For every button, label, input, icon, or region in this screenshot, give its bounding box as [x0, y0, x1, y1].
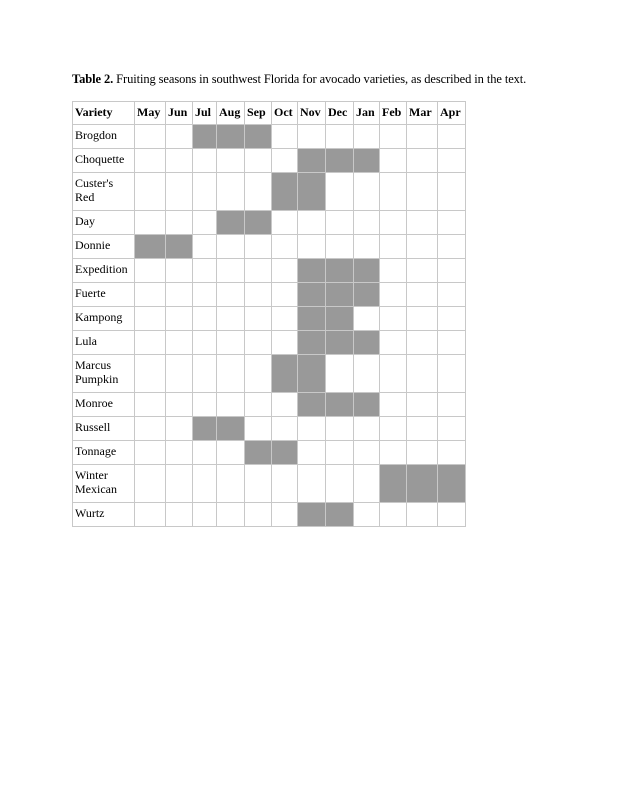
fruiting-month-cell	[298, 283, 326, 307]
empty-month-cell	[407, 211, 438, 235]
empty-month-cell	[193, 173, 217, 211]
empty-month-cell	[407, 441, 438, 465]
empty-month-cell	[245, 393, 272, 417]
empty-month-cell	[326, 211, 354, 235]
empty-month-cell	[135, 283, 166, 307]
fruiting-month-cell	[245, 441, 272, 465]
empty-month-cell	[380, 355, 407, 393]
column-header-month: Jun	[166, 102, 193, 125]
variety-name-cell	[73, 125, 135, 149]
empty-month-cell	[166, 211, 193, 235]
empty-month-cell	[135, 259, 166, 283]
table-row	[73, 331, 466, 355]
empty-month-cell	[438, 149, 466, 173]
empty-month-cell	[166, 283, 193, 307]
empty-month-cell	[245, 259, 272, 283]
empty-month-cell	[166, 307, 193, 331]
fruiting-month-cell	[298, 307, 326, 331]
variety-name-line1: Choquette	[75, 152, 125, 166]
fruiting-month-cell	[298, 259, 326, 283]
empty-month-cell	[298, 417, 326, 441]
fruiting-month-cell	[407, 465, 438, 503]
empty-month-cell	[380, 149, 407, 173]
fruiting-month-cell	[326, 331, 354, 355]
fruiting-month-cell	[380, 465, 407, 503]
empty-month-cell	[217, 259, 245, 283]
empty-month-cell	[438, 355, 466, 393]
fruiting-month-cell	[245, 125, 272, 149]
fruiting-month-cell	[326, 149, 354, 173]
fruiting-month-cell	[298, 355, 326, 393]
empty-month-cell	[380, 259, 407, 283]
empty-month-cell	[354, 503, 380, 527]
empty-month-cell	[326, 173, 354, 211]
column-header-month: May	[135, 102, 166, 125]
empty-month-cell	[135, 307, 166, 331]
variety-name-line1: Marcus	[75, 358, 111, 372]
table-row	[73, 465, 466, 503]
variety-name-line2: Pumpkin	[75, 372, 119, 386]
empty-month-cell	[193, 441, 217, 465]
empty-month-cell	[326, 355, 354, 393]
empty-month-cell	[438, 211, 466, 235]
table-header-row	[73, 102, 466, 125]
empty-month-cell	[217, 441, 245, 465]
table-row	[73, 393, 466, 417]
fruiting-month-cell	[438, 465, 466, 503]
fruiting-month-cell	[354, 259, 380, 283]
empty-month-cell	[407, 331, 438, 355]
empty-month-cell	[380, 211, 407, 235]
variety-name-cell	[73, 331, 135, 355]
empty-month-cell	[193, 235, 217, 259]
empty-month-cell	[326, 125, 354, 149]
empty-month-cell	[193, 149, 217, 173]
empty-month-cell	[193, 465, 217, 503]
table-row	[73, 125, 466, 149]
column-header-month: Mar	[407, 102, 438, 125]
empty-month-cell	[135, 331, 166, 355]
empty-month-cell	[217, 307, 245, 331]
empty-month-cell	[245, 417, 272, 441]
empty-month-cell	[135, 465, 166, 503]
empty-month-cell	[135, 441, 166, 465]
empty-month-cell	[217, 173, 245, 211]
fruiting-month-cell	[354, 283, 380, 307]
variety-name-line1: Donnie	[75, 238, 111, 252]
empty-month-cell	[245, 465, 272, 503]
column-header-month: Jan	[354, 102, 380, 125]
column-header-variety: Variety	[73, 102, 135, 125]
empty-month-cell	[407, 173, 438, 211]
fruiting-month-cell	[326, 259, 354, 283]
empty-month-cell	[380, 393, 407, 417]
empty-month-cell	[166, 355, 193, 393]
column-header-month: Nov	[298, 102, 326, 125]
empty-month-cell	[272, 149, 298, 173]
variety-name-cell	[73, 465, 135, 503]
empty-month-cell	[166, 331, 193, 355]
empty-month-cell	[407, 235, 438, 259]
variety-name-cell	[73, 417, 135, 441]
empty-month-cell	[166, 125, 193, 149]
fruiting-month-cell	[298, 393, 326, 417]
fruiting-month-cell	[298, 173, 326, 211]
variety-name-cell	[73, 235, 135, 259]
empty-month-cell	[135, 149, 166, 173]
table-row	[73, 503, 466, 527]
empty-month-cell	[245, 283, 272, 307]
empty-month-cell	[193, 259, 217, 283]
empty-month-cell	[193, 331, 217, 355]
variety-name-line1: Custer's	[75, 176, 114, 190]
empty-month-cell	[166, 503, 193, 527]
fruiting-month-cell	[166, 235, 193, 259]
variety-name-line1: Brogdon	[75, 128, 117, 142]
empty-month-cell	[217, 503, 245, 527]
empty-month-cell	[298, 441, 326, 465]
fruiting-month-cell	[217, 125, 245, 149]
empty-month-cell	[438, 331, 466, 355]
empty-month-cell	[354, 173, 380, 211]
variety-name-cell	[73, 149, 135, 173]
fruiting-month-cell	[298, 503, 326, 527]
fruiting-month-cell	[326, 283, 354, 307]
empty-month-cell	[407, 149, 438, 173]
column-header-month: Feb	[380, 102, 407, 125]
variety-name-line1: Tonnage	[75, 444, 117, 458]
table-row	[73, 173, 466, 211]
empty-month-cell	[298, 211, 326, 235]
empty-month-cell	[245, 149, 272, 173]
table-row	[73, 259, 466, 283]
empty-month-cell	[298, 125, 326, 149]
empty-month-cell	[272, 235, 298, 259]
empty-month-cell	[407, 355, 438, 393]
empty-month-cell	[438, 503, 466, 527]
variety-name-line2: Mexican	[75, 482, 117, 496]
table-caption-label: Table 2.	[72, 72, 114, 86]
variety-name-cell	[73, 211, 135, 235]
table-row	[73, 235, 466, 259]
empty-month-cell	[217, 283, 245, 307]
column-header-month: Apr	[438, 102, 466, 125]
empty-month-cell	[438, 393, 466, 417]
variety-name-line1: Kampong	[75, 310, 123, 324]
variety-name-cell	[73, 503, 135, 527]
variety-name-line1: Day	[75, 214, 95, 228]
empty-month-cell	[380, 417, 407, 441]
empty-month-cell	[407, 125, 438, 149]
empty-month-cell	[298, 235, 326, 259]
empty-month-cell	[407, 417, 438, 441]
empty-month-cell	[438, 307, 466, 331]
empty-month-cell	[354, 465, 380, 503]
empty-month-cell	[298, 465, 326, 503]
variety-name-cell	[73, 355, 135, 393]
empty-month-cell	[438, 259, 466, 283]
empty-month-cell	[245, 503, 272, 527]
empty-month-cell	[166, 393, 193, 417]
variety-name-line1: Winter	[75, 468, 108, 482]
variety-name-cell	[73, 283, 135, 307]
fruiting-month-cell	[193, 125, 217, 149]
table-body	[73, 125, 466, 527]
empty-month-cell	[166, 259, 193, 283]
empty-month-cell	[135, 355, 166, 393]
fruiting-month-cell	[326, 307, 354, 331]
fruiting-month-cell	[217, 211, 245, 235]
empty-month-cell	[245, 235, 272, 259]
fruiting-month-cell	[354, 393, 380, 417]
empty-month-cell	[354, 441, 380, 465]
empty-month-cell	[326, 417, 354, 441]
empty-month-cell	[380, 441, 407, 465]
fruiting-month-cell	[135, 235, 166, 259]
empty-month-cell	[407, 503, 438, 527]
empty-month-cell	[245, 331, 272, 355]
variety-name-cell	[73, 393, 135, 417]
empty-month-cell	[354, 355, 380, 393]
fruiting-season-table	[72, 101, 466, 527]
empty-month-cell	[326, 465, 354, 503]
empty-month-cell	[245, 307, 272, 331]
variety-name-cell	[73, 259, 135, 283]
empty-month-cell	[135, 211, 166, 235]
fruiting-month-cell	[272, 441, 298, 465]
table-row	[73, 283, 466, 307]
empty-month-cell	[166, 417, 193, 441]
empty-month-cell	[438, 441, 466, 465]
table-caption-text: Fruiting seasons in southwest Florida for avocado varieties, as described in the text.	[113, 72, 527, 86]
empty-month-cell	[135, 417, 166, 441]
variety-name-line2: Red	[75, 190, 95, 204]
empty-month-cell	[438, 235, 466, 259]
empty-month-cell	[272, 259, 298, 283]
empty-month-cell	[380, 503, 407, 527]
empty-month-cell	[135, 173, 166, 211]
empty-month-cell	[380, 307, 407, 331]
empty-month-cell	[354, 211, 380, 235]
table-row	[73, 417, 466, 441]
empty-month-cell	[272, 125, 298, 149]
empty-month-cell	[438, 173, 466, 211]
table-row	[73, 441, 466, 465]
empty-month-cell	[407, 393, 438, 417]
variety-name-line1: Expedition	[75, 262, 128, 276]
empty-month-cell	[354, 125, 380, 149]
empty-month-cell	[272, 417, 298, 441]
empty-month-cell	[193, 355, 217, 393]
empty-month-cell	[438, 125, 466, 149]
table-row	[73, 211, 466, 235]
variety-name-cell	[73, 441, 135, 465]
fruiting-month-cell	[298, 331, 326, 355]
empty-month-cell	[272, 465, 298, 503]
column-header-month: Jul	[193, 102, 217, 125]
fruiting-month-cell	[272, 173, 298, 211]
empty-month-cell	[217, 331, 245, 355]
empty-month-cell	[438, 417, 466, 441]
empty-month-cell	[380, 331, 407, 355]
empty-month-cell	[272, 393, 298, 417]
empty-month-cell	[326, 441, 354, 465]
variety-name-line1: Monroe	[75, 396, 113, 410]
empty-month-cell	[272, 307, 298, 331]
column-header-month: Sep	[245, 102, 272, 125]
table-caption	[72, 72, 526, 87]
empty-month-cell	[272, 211, 298, 235]
empty-month-cell	[217, 393, 245, 417]
variety-name-cell	[73, 307, 135, 331]
empty-month-cell	[135, 503, 166, 527]
empty-month-cell	[354, 417, 380, 441]
empty-month-cell	[193, 283, 217, 307]
variety-name-line1: Fuerte	[75, 286, 106, 300]
empty-month-cell	[380, 125, 407, 149]
variety-name-line1: Russell	[75, 420, 111, 434]
empty-month-cell	[166, 465, 193, 503]
variety-name-line1: Lula	[75, 334, 97, 348]
column-header-month: Oct	[272, 102, 298, 125]
column-header-month: Aug	[217, 102, 245, 125]
empty-month-cell	[193, 211, 217, 235]
empty-month-cell	[193, 393, 217, 417]
fruiting-month-cell	[193, 417, 217, 441]
empty-month-cell	[407, 283, 438, 307]
empty-month-cell	[135, 125, 166, 149]
fruiting-month-cell	[326, 393, 354, 417]
empty-month-cell	[272, 331, 298, 355]
empty-month-cell	[166, 173, 193, 211]
table-row	[73, 149, 466, 173]
empty-month-cell	[272, 283, 298, 307]
empty-month-cell	[326, 235, 354, 259]
empty-month-cell	[380, 173, 407, 211]
empty-month-cell	[407, 259, 438, 283]
fruiting-month-cell	[217, 417, 245, 441]
column-header-month: Dec	[326, 102, 354, 125]
empty-month-cell	[407, 307, 438, 331]
fruiting-month-cell	[326, 503, 354, 527]
empty-month-cell	[217, 149, 245, 173]
empty-month-cell	[245, 173, 272, 211]
empty-month-cell	[380, 283, 407, 307]
variety-name-line1: Wurtz	[75, 506, 105, 520]
empty-month-cell	[166, 149, 193, 173]
fruiting-month-cell	[272, 355, 298, 393]
table-row	[73, 355, 466, 393]
empty-month-cell	[135, 393, 166, 417]
empty-month-cell	[217, 235, 245, 259]
empty-month-cell	[354, 235, 380, 259]
table-row	[73, 307, 466, 331]
fruiting-month-cell	[245, 211, 272, 235]
empty-month-cell	[354, 307, 380, 331]
empty-month-cell	[272, 503, 298, 527]
empty-month-cell	[245, 355, 272, 393]
empty-month-cell	[193, 503, 217, 527]
fruiting-month-cell	[354, 331, 380, 355]
empty-month-cell	[217, 355, 245, 393]
empty-month-cell	[217, 465, 245, 503]
fruiting-month-cell	[354, 149, 380, 173]
empty-month-cell	[380, 235, 407, 259]
empty-month-cell	[438, 283, 466, 307]
empty-month-cell	[193, 307, 217, 331]
variety-name-cell	[73, 173, 135, 211]
empty-month-cell	[166, 441, 193, 465]
fruiting-month-cell	[298, 149, 326, 173]
